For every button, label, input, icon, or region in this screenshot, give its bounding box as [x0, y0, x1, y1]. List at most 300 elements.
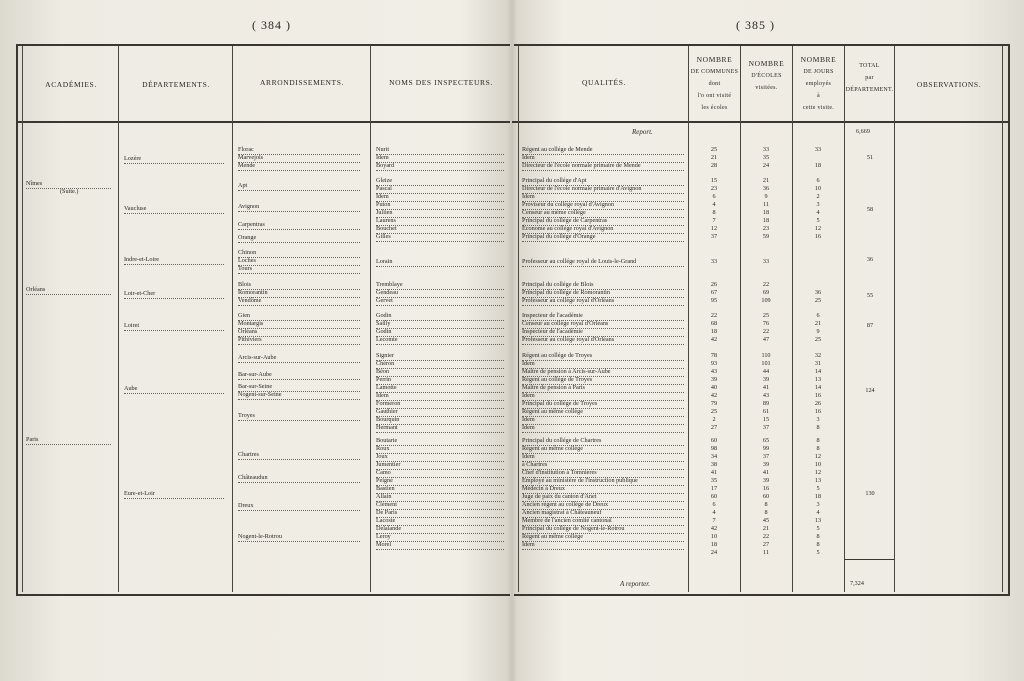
arrondissement-name: Dreux — [238, 502, 360, 511]
academie-name: Orléans — [26, 286, 111, 295]
inspecteur-name: Chéron — [376, 360, 504, 369]
qualite-text: Idem — [522, 193, 684, 202]
total-value: 124 — [865, 387, 875, 394]
qualite-text: Maître de pension à Arcis-sur-Aube — [522, 368, 684, 377]
qualite-text: Employé au ministère de l'instruction publique — [522, 477, 684, 486]
header-jours-line-4: à — [817, 93, 820, 99]
arrondissement-name: Arcis-sur-Aube — [238, 354, 360, 363]
ecoles-value: 25 — [762, 312, 770, 319]
ecoles-value: 24 — [762, 162, 770, 169]
header-observations: OBSERVATIONS. — [916, 80, 982, 89]
inspecteur-name: Allain — [376, 493, 504, 502]
header-jours-line-2: DE JOURS — [803, 69, 834, 75]
header-total — [845, 60, 894, 96]
header-jours-line-1: NOMBRE — [800, 55, 837, 64]
qualite-text: à Chartres — [522, 461, 684, 470]
ecoles-value: 69 — [762, 289, 770, 296]
total-value: 130 — [865, 490, 875, 497]
arrondissement-name: Orange — [238, 234, 360, 243]
left-col-rule-3 — [370, 46, 371, 592]
jours-value: 9 — [816, 328, 820, 335]
jours-value: 12 — [814, 453, 822, 460]
qualite-text: Principal du collége de Blois — [522, 281, 684, 290]
inspecteur-name: Perrin — [376, 376, 504, 385]
jours-value: 21 — [814, 320, 822, 327]
left-col-rule-2 — [232, 46, 233, 592]
communes-value: 25 — [710, 146, 718, 153]
header-ecoles-line-3: visitées. — [755, 85, 778, 91]
jours-value: 8 — [816, 445, 820, 452]
header-jours-line-3: employés — [805, 81, 832, 87]
qualite-text: Proviseur du collége royal d'Avignon — [522, 201, 684, 210]
jours-value: 32 — [814, 352, 822, 359]
jours-value: 16 — [814, 408, 822, 415]
jours-value: 18 — [814, 162, 822, 169]
ecoles-value: 16 — [762, 485, 770, 492]
inspecteur-name: Gendeau — [376, 289, 504, 298]
inspecteur-name: Formeron — [376, 400, 504, 409]
report-value: 6,669 — [856, 128, 870, 135]
ecoles-value: 35 — [762, 154, 770, 161]
departement-name: Aube — [124, 385, 224, 394]
jours-value: 5 — [816, 217, 820, 224]
qualite-text: Ancien régent au collége de Dreux — [522, 501, 684, 510]
communes-value: 60 — [710, 437, 718, 444]
inspecteur-name: Idem — [376, 193, 504, 202]
ecoles-value: 41 — [762, 469, 770, 476]
ecoles-value: 27 — [762, 541, 770, 548]
header-ecoles — [741, 58, 792, 94]
qualite-text: Idem — [522, 360, 684, 369]
jours-value: 16 — [814, 392, 822, 399]
arrondissement-name: Bar-sur-Seine — [238, 383, 360, 392]
qualite-text: Professeur au collége royal d'Orléans — [522, 336, 684, 345]
jours-value: 5 — [816, 525, 820, 532]
jours-value: 26 — [814, 400, 822, 407]
jours-value: 6 — [816, 312, 820, 319]
arrondissement-name: Romorantin — [238, 289, 360, 298]
qualite-text: Idem — [522, 453, 684, 462]
departement-name: Lozère — [124, 155, 224, 164]
jours-value: 31 — [814, 360, 822, 367]
communes-value: 68 — [710, 320, 718, 327]
jours-value: 14 — [814, 368, 822, 375]
qualite-text: Principal du collége d'Orange — [522, 233, 684, 242]
header-departements: DÉPARTEMENTS. — [142, 80, 210, 89]
ecoles-value: 65 — [762, 437, 770, 444]
inspecteur-name: Godin — [376, 328, 504, 337]
inspecteur-name: Nurit — [376, 146, 504, 155]
communes-value: 22 — [710, 312, 718, 319]
ecoles-value: 22 — [762, 281, 770, 288]
ecoles-value: 60 — [762, 493, 770, 500]
jours-value: 4 — [816, 509, 820, 516]
communes-value: 78 — [710, 352, 718, 359]
right-col-rule-2 — [740, 46, 741, 592]
academie-name: Paris — [26, 436, 111, 445]
inspecteur-name: Godin — [376, 312, 504, 321]
departement-name: Vaucluse — [124, 205, 224, 214]
header-communes-line-1: NOMBRE — [696, 55, 733, 64]
qualite-text: Censeur au même collége — [522, 209, 684, 218]
academie-name: Nîmes — [26, 180, 111, 189]
qualite-text: Ancien magistrat à Châteauneuf — [522, 509, 684, 518]
arrondissement-name: Loches — [238, 257, 360, 266]
ecoles-value: 15 — [762, 416, 770, 423]
qualite-text: Inspecteur de l'académie — [522, 328, 684, 337]
right-col-rule-6 — [1002, 46, 1003, 592]
arrondissement-name: Florac — [238, 146, 360, 155]
arrondissement-name: Troyes — [238, 412, 360, 421]
ecoles-value: 9 — [764, 193, 768, 200]
communes-value: 42 — [710, 392, 718, 399]
ecoles-value: 11 — [763, 201, 769, 208]
qualite-text: Inspecteur de l'académie — [522, 312, 684, 321]
arrondissement-name: Pithiviers — [238, 336, 360, 345]
header-inspecteurs: NOMS DES INSPECTEURS. — [389, 78, 493, 87]
jours-value: 3 — [816, 201, 820, 208]
jours-value: 18 — [814, 493, 822, 500]
jours-value: 6 — [816, 177, 820, 184]
header-ecoles-line-1: NOMBRE — [748, 59, 785, 68]
ecoles-value: 101 — [761, 360, 771, 367]
inspecteur-name: Gervet — [376, 297, 504, 306]
communes-value: 6 — [712, 501, 716, 508]
ecoles-value: 109 — [761, 297, 771, 304]
report-label: Report. — [632, 128, 653, 136]
communes-value: 34 — [710, 453, 718, 460]
communes-value: 8 — [712, 209, 716, 216]
inspecteur-name: Boyard — [376, 162, 504, 171]
left-page-number: ( 384 ) — [252, 18, 291, 32]
qualite-text: Idem — [522, 392, 684, 401]
inspecteur-name: Camo — [376, 469, 504, 478]
jours-value: 8 — [816, 424, 820, 431]
jours-value: 10 — [814, 185, 822, 192]
ecoles-value: 21 — [762, 525, 770, 532]
jours-value: 8 — [816, 533, 820, 540]
ecoles-value: 23 — [762, 225, 770, 232]
inspecteur-name: Gilles — [376, 233, 504, 242]
ecoles-value: 47 — [762, 336, 770, 343]
arrondissement-name: Apt — [238, 182, 360, 191]
qualite-text: Chef d'institution à Tomnieres — [522, 469, 684, 478]
inspecteur-name: Lecomte — [376, 336, 504, 345]
inspecteur-name: Signier — [376, 352, 504, 361]
arrondissement-name: Orléans — [238, 328, 360, 337]
arrondissement-name: Avignon — [238, 203, 360, 212]
header-communes-line-5: les écoles — [701, 105, 728, 111]
communes-value: 10 — [710, 533, 718, 540]
qualite-text: Idem — [522, 416, 684, 425]
ecoles-value: 22 — [762, 533, 770, 540]
qualite-text: Juge de paix du canton d'Anet — [522, 493, 684, 502]
total-value: 58 — [866, 206, 874, 213]
arrondissement-name: Mende — [238, 162, 360, 171]
jours-value: 13 — [814, 376, 822, 383]
communes-value: 79 — [710, 400, 718, 407]
communes-value: 42 — [710, 336, 718, 343]
header-jours — [793, 54, 844, 114]
header-total-line-3: DÉPARTEMENT. — [845, 87, 894, 93]
ecoles-value: 8 — [764, 501, 768, 508]
ecoles-value: 18 — [762, 209, 770, 216]
inspecteur-name: Bastien — [376, 485, 504, 494]
qualite-text: Membre de l'ancien comité cantonal — [522, 517, 684, 526]
qualite-text: Principal du collége de Chartres — [522, 437, 684, 446]
left-inner-rule — [22, 46, 23, 592]
ecoles-value: 37 — [762, 424, 770, 431]
communes-value: 18 — [710, 541, 718, 548]
arrondissement-name: Blois — [238, 281, 360, 290]
communes-value: 37 — [710, 233, 718, 240]
qualite-text: Régent au même collége — [522, 445, 684, 454]
inspecteur-name: Gauthier — [376, 408, 504, 417]
ecoles-value: 43 — [762, 392, 770, 399]
header-qualites: QUALITÉS. — [582, 78, 626, 87]
arrondissement-name: Tours — [238, 265, 360, 274]
communes-value: 4 — [712, 201, 716, 208]
total-value: 55 — [866, 292, 874, 299]
qualite-text: Principal du collége de Carpentras — [522, 217, 684, 226]
qualite-text: Idem — [522, 424, 684, 433]
ecoles-value: 21 — [762, 177, 770, 184]
total-sum-rule — [844, 559, 894, 560]
communes-value: 4 — [712, 509, 716, 516]
communes-value: 27 — [710, 424, 718, 431]
communes-value: 2 — [712, 416, 716, 423]
communes-value: 6 — [712, 193, 716, 200]
communes-value: 18 — [710, 328, 718, 335]
inspecteur-name: Boutarie — [376, 437, 504, 446]
jours-value: 12 — [814, 225, 822, 232]
jours-value: 10 — [814, 461, 822, 468]
inspecteur-name: De Paris — [376, 509, 504, 518]
inspecteur-name: Puton — [376, 201, 504, 210]
ecoles-value: 22 — [762, 328, 770, 335]
departement-name: Loiret — [124, 322, 224, 331]
total-value: 36 — [866, 256, 874, 263]
ecoles-value: 41 — [762, 384, 770, 391]
qualite-text: Directeur de l'école normale primaire de Mende — [522, 162, 684, 171]
right-inner-rule — [518, 46, 519, 592]
total-value: 87 — [866, 322, 874, 329]
inspecteur-name: Béon — [376, 368, 504, 377]
inspecteur-name: Lamotte — [376, 384, 504, 393]
inspecteur-name: Hermant — [376, 424, 504, 433]
inspecteur-name: Leroy — [376, 533, 504, 542]
header-communes-line-4: l'o ont visité — [697, 93, 732, 99]
inspecteur-name: Clément — [376, 501, 504, 510]
ecoles-value: 44 — [762, 368, 770, 375]
communes-value: 33 — [710, 258, 718, 265]
communes-value: 26 — [710, 281, 718, 288]
communes-value: 7 — [712, 217, 716, 224]
ecoles-value: 39 — [762, 477, 770, 484]
arrondissement-name: Carpentras — [238, 221, 360, 230]
qualite-text: Censeur au collége royal d'Orléans — [522, 320, 684, 329]
communes-value: 60 — [710, 493, 718, 500]
ecoles-value: 37 — [762, 453, 770, 460]
a-reporter-value: 7,324 — [850, 580, 864, 587]
header-jours-line-5: cette visite. — [802, 105, 835, 111]
qualite-text: Principal du collége de Troyes — [522, 400, 684, 409]
jours-value: 8 — [816, 437, 820, 444]
communes-value: 39 — [710, 376, 718, 383]
communes-value: 15 — [710, 177, 718, 184]
right-col-rule-5 — [894, 46, 895, 592]
ecoles-value: 39 — [762, 376, 770, 383]
communes-value: 12 — [710, 225, 718, 232]
right-page-number: ( 385 ) — [736, 18, 775, 32]
header-ecoles-line-2: D'ÉCOLES — [751, 73, 782, 79]
departement-name: Indre-et-Loire — [124, 256, 224, 265]
inspecteur-name: Sailly — [376, 320, 504, 329]
jours-value: 33 — [814, 146, 822, 153]
left-header-rule — [16, 121, 510, 123]
qualite-text: Principal du collége de Romorantin — [522, 289, 684, 298]
inspecteur-name: Idem — [376, 392, 504, 401]
jours-value: 2 — [816, 193, 820, 200]
ecoles-value: 89 — [762, 400, 770, 407]
jours-value: 13 — [814, 517, 822, 524]
jours-value: 36 — [814, 289, 822, 296]
communes-value: 40 — [710, 384, 718, 391]
ecoles-value: 59 — [762, 233, 770, 240]
header-academies: ACADÉMIES. — [45, 80, 97, 89]
ecoles-value: 33 — [762, 258, 770, 265]
jours-value: 5 — [816, 485, 820, 492]
qualite-text: Régent au collége de Troyes — [522, 376, 684, 385]
right-header-rule — [512, 121, 1010, 123]
communes-value: 25 — [710, 408, 718, 415]
communes-value: 28 — [710, 162, 718, 169]
right-col-rule-4 — [844, 46, 845, 592]
qualite-text: Directeur de l'école normale primaire d'Avignon — [522, 185, 684, 194]
inspecteur-name: Tremblaye — [376, 281, 504, 290]
jours-value: 13 — [814, 477, 822, 484]
left-col-rule-1 — [118, 46, 119, 592]
ecoles-value: 33 — [762, 146, 770, 153]
arrondissement-name: Marvejols — [238, 154, 360, 163]
qualite-text: Médecin à Dreux — [522, 485, 684, 494]
ecoles-value: 45 — [762, 517, 770, 524]
qualite-text: Régent au collége de Mende — [522, 146, 684, 155]
right-col-rule-1 — [688, 46, 689, 592]
arrondissement-name: Chartres — [238, 451, 360, 460]
qualite-text: Maître de pension à Paris — [522, 384, 684, 393]
communes-value: 35 — [710, 477, 718, 484]
arrondissement-name: Gien — [238, 312, 360, 321]
academie-suite: (Suite.) — [60, 188, 79, 195]
a-reporter-label: A reporter. — [620, 580, 650, 588]
total-value: 51 — [866, 154, 874, 161]
arrondissement-name: Nogent-le-Rotrou — [238, 533, 360, 542]
qualite-text: Professeur au collége royal de Louis-le-Grand — [522, 258, 684, 267]
communes-value: 93 — [710, 360, 718, 367]
inspecteur-name: Delalande — [376, 525, 504, 534]
jours-value: 3 — [816, 416, 820, 423]
ecoles-value: 11 — [763, 549, 769, 556]
jours-value: 25 — [814, 297, 822, 304]
jours-value: 3 — [816, 501, 820, 508]
communes-value: 38 — [710, 461, 718, 468]
inspecteur-name: Roux — [376, 445, 504, 454]
inspecteur-name: Bouchet — [376, 225, 504, 234]
communes-value: 98 — [710, 445, 718, 452]
ecoles-value: 18 — [762, 217, 770, 224]
qualite-text: Régent au collége de Troyes — [522, 352, 684, 361]
communes-value: 43 — [710, 368, 718, 375]
jours-value: 12 — [814, 469, 822, 476]
header-communes-line-3: dont — [708, 81, 721, 87]
qualite-text: Idem — [522, 541, 684, 550]
jours-value: 25 — [814, 336, 822, 343]
arrondissement-name: Montargis — [238, 320, 360, 329]
header-communes-line-2: DE COMMUNES — [690, 69, 739, 75]
communes-value: 21 — [710, 154, 718, 161]
qualite-text: Principal du collége d'Apt — [522, 177, 684, 186]
jours-value: 5 — [816, 549, 820, 556]
departement-name: Eure-et-Loir — [124, 490, 224, 499]
ecoles-value: 110 — [761, 352, 771, 359]
communes-value: 95 — [710, 297, 718, 304]
qualite-text: Régent au même collége — [522, 533, 684, 542]
header-total-line-2: par — [865, 75, 874, 81]
qualite-text: Régent au même collége — [522, 408, 684, 417]
inspecteur-name: Gleize — [376, 177, 504, 186]
communes-value: 42 — [710, 525, 718, 532]
qualite-text: Professeur au collége royal d'Orléans — [522, 297, 684, 306]
inspecteur-name: Juliien — [376, 209, 504, 218]
qualite-text: Idem — [522, 154, 684, 163]
departement-name: Loir-et-Cher — [124, 290, 224, 299]
header-total-line-1: TOTAL — [859, 63, 880, 69]
ecoles-value: 39 — [762, 461, 770, 468]
inspecteur-name: Bourquin — [376, 416, 504, 425]
inspecteur-name: Joux — [376, 453, 504, 462]
arrondissement-name: Nogent-sur-Seine — [238, 391, 360, 400]
jours-value: 8 — [816, 541, 820, 548]
inspecteur-name: Peigné — [376, 477, 504, 486]
communes-value: 23 — [710, 185, 718, 192]
arrondissement-name: Châteaudun — [238, 474, 360, 483]
jours-value: 4 — [816, 209, 820, 216]
right-col-rule-3 — [792, 46, 793, 592]
header-arrondissements: ARRONDISSEMENTS. — [260, 78, 344, 87]
ecoles-value: 36 — [762, 185, 770, 192]
inspecteur-name: Lorain — [376, 258, 504, 267]
inspecteur-name: Lacoste — [376, 517, 504, 526]
arrondissement-name: Chinon — [238, 249, 360, 258]
arrondissement-name: Vendôme — [238, 297, 360, 306]
qualite-text: Principal du collége de Nogent-le-Rotrou — [522, 525, 684, 534]
ecoles-value: 99 — [762, 445, 770, 452]
ecoles-value: 8 — [764, 509, 768, 516]
communes-value: 7 — [712, 517, 716, 524]
inspecteur-name: Idem — [376, 154, 504, 163]
inspecteur-name: Jumentier — [376, 461, 504, 470]
arrondissement-name: Bar-sur-Aube — [238, 371, 360, 380]
communes-value: 67 — [710, 289, 718, 296]
ecoles-value: 76 — [762, 320, 770, 327]
qualite-text: Économe au collége royal d'Avignon — [522, 225, 684, 234]
communes-value: 24 — [710, 549, 718, 556]
ecoles-value: 61 — [762, 408, 770, 415]
jours-value: 16 — [814, 233, 822, 240]
inspecteur-name: Morel — [376, 541, 504, 550]
inspecteur-name: Laurens — [376, 217, 504, 226]
